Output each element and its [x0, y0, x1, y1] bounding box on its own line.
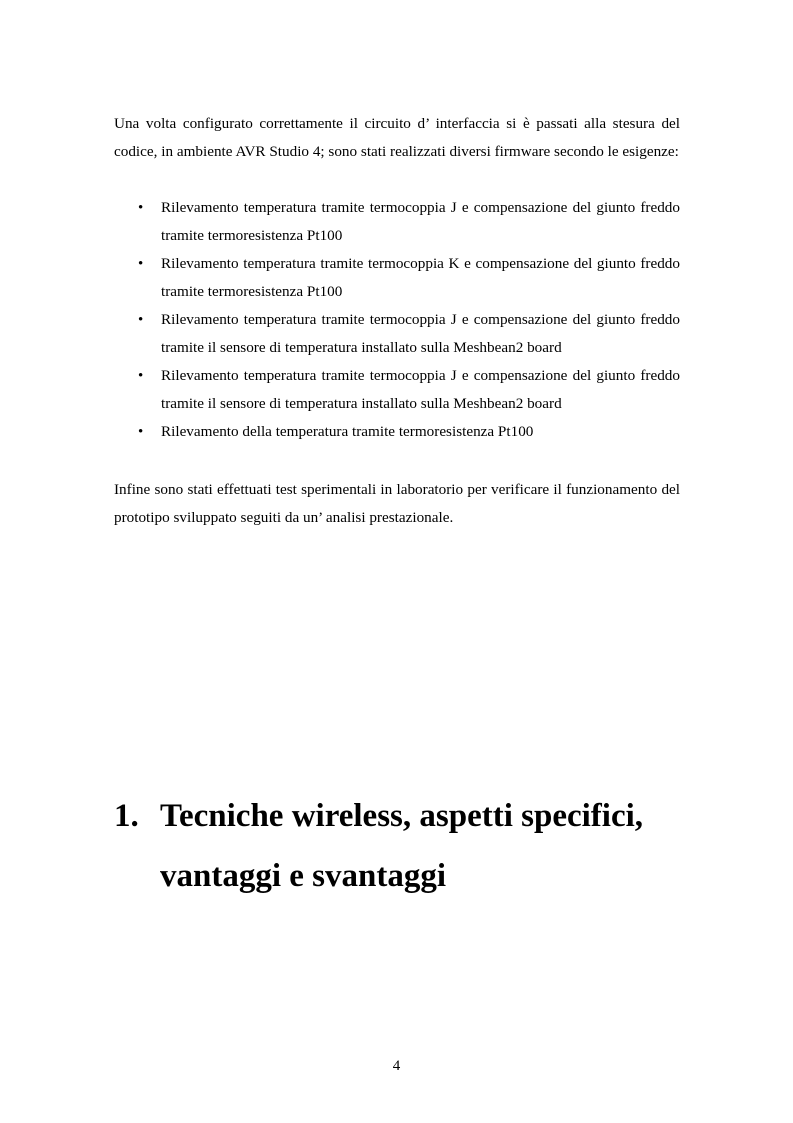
- list-item: [114, 194, 680, 250]
- page-number: 4: [392, 1058, 401, 1074]
- bullet-icon: •: [138, 424, 144, 440]
- chapter-number: 1.: [114, 798, 139, 834]
- bullet-icon: •: [138, 256, 144, 272]
- list-item-text: Rilevamento temperatura tramite termocoppia J e compensazione del giunto freddo tramite il sensore di temperatura installato sulla Meshbean2 board: [161, 367, 680, 412]
- bullet-icon: •: [138, 200, 144, 216]
- closing-paragraph: Infine sono stati effettuati test sperimentali in laboratorio per verificare il funzionamento del prototipo sviluppato seguiti da un’ analisi prestazionale.: [114, 481, 680, 526]
- bullet-icon: •: [138, 368, 144, 384]
- list-item-text: Rilevamento temperatura tramite termocoppia K e compensazione del giunto freddo tramite termoresistenza Pt100: [161, 255, 680, 300]
- list-item: [114, 250, 680, 306]
- list-item-text: Rilevamento della temperatura tramite termoresistenza Pt100: [161, 423, 534, 440]
- chapter-title: Tecniche wireless, aspetti specifici, vantaggi e svantaggi: [160, 798, 644, 894]
- intro-paragraph: Una volta configurato correttamente il circuito d’ interfaccia si è passati alla stesura del codice, in ambiente AVR Studio 4; sono stati realizzati diversi firmware secondo le esigenze:: [114, 115, 680, 160]
- list-item: [114, 418, 680, 446]
- list-item-text: Rilevamento temperatura tramite termocoppia J e compensazione del giunto freddo tramite il sensore di temperatura installato sulla Meshbean2 board: [161, 311, 680, 356]
- bullet-icon: •: [138, 312, 144, 328]
- list-item: [114, 362, 680, 418]
- list-item-text: Rilevamento temperatura tramite termocoppia J e compensazione del giunto freddo tramite termoresistenza Pt100: [161, 199, 680, 244]
- list-item: [114, 306, 680, 362]
- firmware-list: [114, 194, 680, 446]
